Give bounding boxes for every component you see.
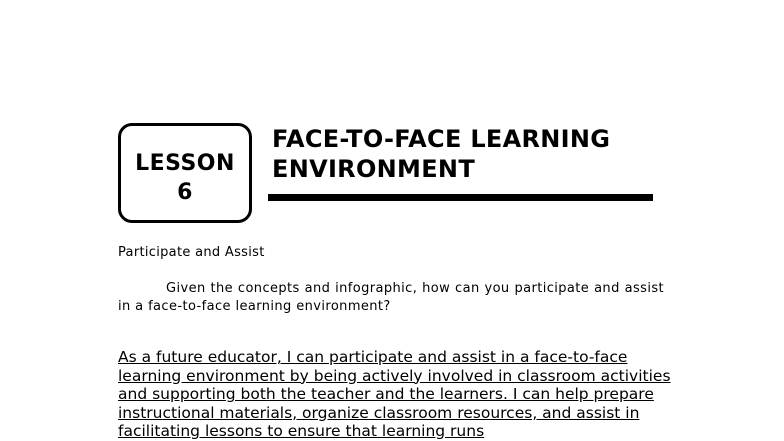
lesson-title: FACE-TO-FACE LEARNING ENVIRONMENT (272, 125, 611, 183)
lesson-number-label: LESSON 6 (135, 151, 235, 205)
answer-paragraph: As a future educator, I can participate and assist in a face-to-face learning environment by being actively involved in classroom activities and supporting both the teacher and the learners. I can help prepare instructional materials, organize classroom resources, and assist in facilitating lessons to ensure that learning runs (118, 348, 671, 440)
lesson-number-box (118, 123, 252, 223)
question-paragraph: Given the concepts and infographic, how can you participate and assist in a face-to-face learning environment? (118, 281, 664, 314)
title-underline-rule (268, 194, 653, 201)
section-heading: Participate and Assist (118, 245, 265, 260)
